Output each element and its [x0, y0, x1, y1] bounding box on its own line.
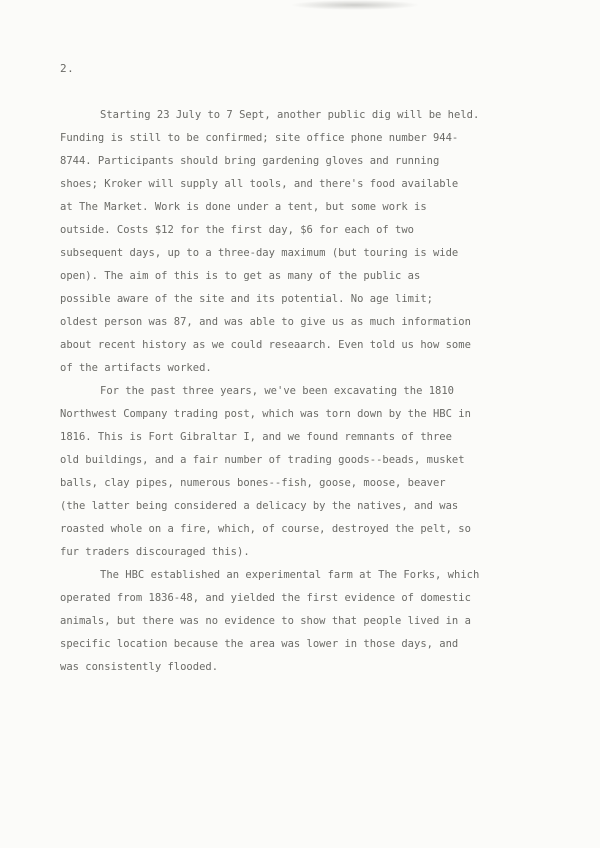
- text-line: outside. Costs $12 for the first day, $6 for each of two: [60, 224, 415, 236]
- text-line: oldest person was 87, and was able to give us as much information: [60, 316, 471, 328]
- text-line: possible aware of the site and its potential. No age limit;: [60, 293, 433, 305]
- scan-smudge: [290, 0, 420, 10]
- paragraph-1: [60, 104, 540, 380]
- text-line: 8744. Participants should bring gardening gloves and running: [60, 155, 440, 167]
- text-line: The HBC established an experimental farm at The Forks, which: [100, 569, 480, 581]
- text-line: of the artifacts worked.: [60, 362, 212, 374]
- text-line: animals, but there was no evidence to show that people lived in a: [60, 615, 471, 627]
- text-line: open). The aim of this is to get as many of the public as: [60, 270, 421, 282]
- text-line: Northwest Company trading post, which was torn down by the HBC in: [60, 408, 471, 420]
- text-line: roasted whole on a fire, which, of course, destroyed the pelt, so: [60, 523, 471, 535]
- document-body: [60, 104, 540, 679]
- text-line: (the latter being considered a delicacy by the natives, and was: [60, 500, 459, 512]
- text-line: Funding is still to be confirmed; site office phone number 944-: [60, 132, 459, 144]
- text-line: 1816. This is Fort Gibraltar I, and we found remnants of three: [60, 431, 452, 443]
- paragraph-2: [60, 380, 540, 564]
- text-line: subsequent days, up to a three-day maximum (but touring is wide: [60, 247, 459, 259]
- text-line: at The Market. Work is done under a tent, but some work is: [60, 201, 427, 213]
- text-line: shoes; Kroker will supply all tools, and there's food available: [60, 178, 459, 190]
- text-line: operated from 1836-48, and yielded the first evidence of domestic: [60, 592, 471, 604]
- paragraph-3: [60, 564, 540, 679]
- text-line: about recent history as we could reseaarch. Even told us how some: [60, 339, 471, 351]
- text-line: fur traders discouraged this).: [60, 546, 250, 558]
- text-line: Starting 23 July to 7 Sept, another public dig will be held.: [100, 109, 480, 121]
- page-number: 2.: [60, 62, 75, 75]
- text-line: was consistently flooded.: [60, 661, 219, 673]
- text-line: old buildings, and a fair number of trading goods--beads, musket: [60, 454, 465, 466]
- text-line: specific location because the area was lower in those days, and: [60, 638, 459, 650]
- text-line: For the past three years, we've been excavating the 1810: [100, 385, 455, 397]
- text-line: balls, clay pipes, numerous bones--fish, goose, moose, beaver: [60, 477, 446, 489]
